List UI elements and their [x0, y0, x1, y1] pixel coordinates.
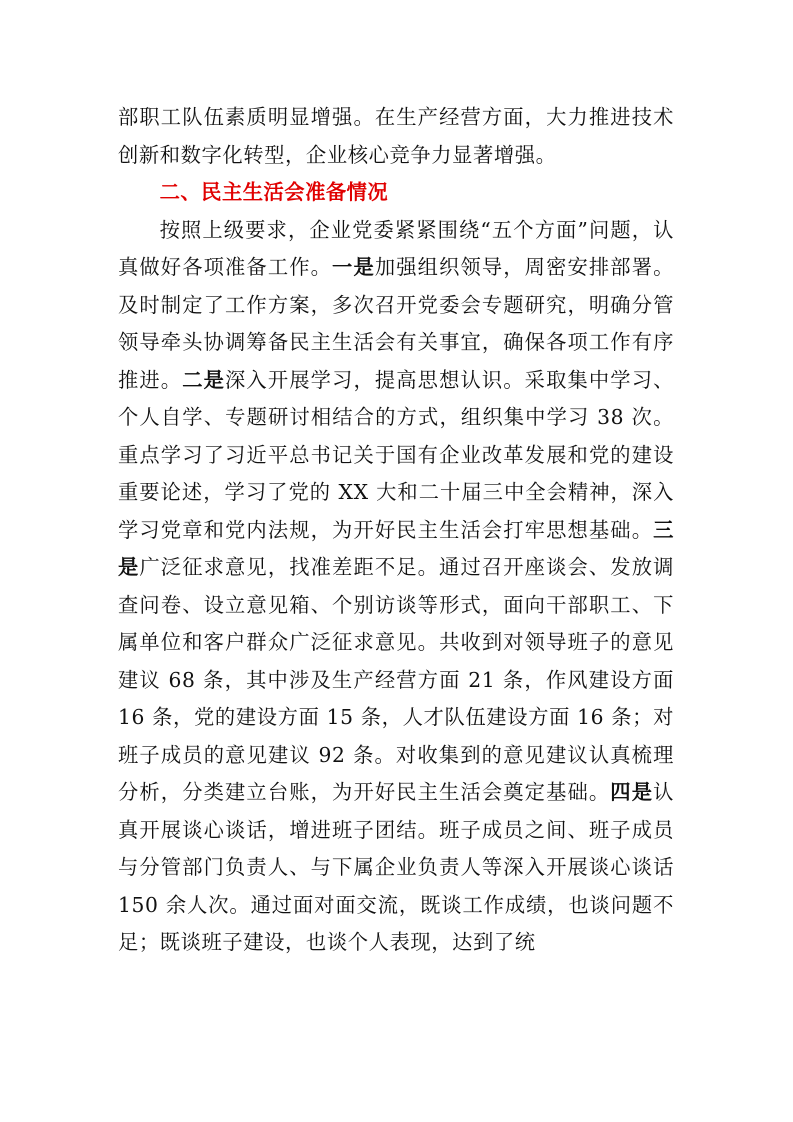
item-opinions: 广泛征求意见，找准差距不足。通过召开座谈会、发放调查问卷、设立意见箱、个别访谈等形式，面向干部职工、下属单位和客户群众广泛征求意见。共收到对领导班子的意见建议 68 条，其中涉及生产经营方面 21 条，作风建设方面 16 条，党的建设方面 15 条，人才队伍建设方面 16 条；对班子成员的意见建议 92 条。对收集到的意见建议认真梳理分析，分类建立台账，为开好民主生活会奠定基础。 — [118, 555, 674, 804]
keyword-fourth: 四是 — [610, 780, 654, 804]
item-talks: 认真开展谈心谈话，增进班子团结。班子成员之间、班子成员与分管部门负责人、与下属企业负责人等深入开展谈心谈话 150 余人次。通过面对面交流，既谈工作成绩，也谈问题不足；既谈班子建设，也谈个人表现，达到了统 — [118, 780, 674, 954]
keyword-first: 一是 — [332, 255, 375, 279]
item-study: 深入开展学习，提高思想认识。采取集中学习、个人自学、专题研讨相结合的方式，组织集中学习 38 次。重点学习了习近平总书记关于国有企业改革发展和党的建设重要论述，学习了党的 XX 大和二十届三中全会精神，深入学习党章和党内法规，为开好民主生活会打牢思想基础。 — [118, 367, 674, 542]
preparation-paragraph — [118, 212, 674, 962]
paragraph-opening: 按照上级要求，企业党委紧紧围绕“五个方面”问题，认真做好各项准备工作。 — [118, 217, 674, 279]
keyword-third: 三是 — [118, 517, 674, 579]
item-organization: 加强组织领导，周密安排部署。及时制定了工作方案，多次召开党委会专题研究，明确分管领导牵头协调筹备民主生活会有关事宜，确保各项工作有序推进。 — [118, 255, 674, 392]
keyword-second: 二是 — [182, 367, 226, 392]
document-body — [118, 99, 674, 962]
section-heading: 二、民主生活会准备情况 — [159, 180, 389, 204]
intro-paragraph: 部职工队伍素质明显增强。在生产经营方面，大力推进技术创新和数字化转型，企业核心竞争力显著增强。 — [118, 105, 674, 167]
